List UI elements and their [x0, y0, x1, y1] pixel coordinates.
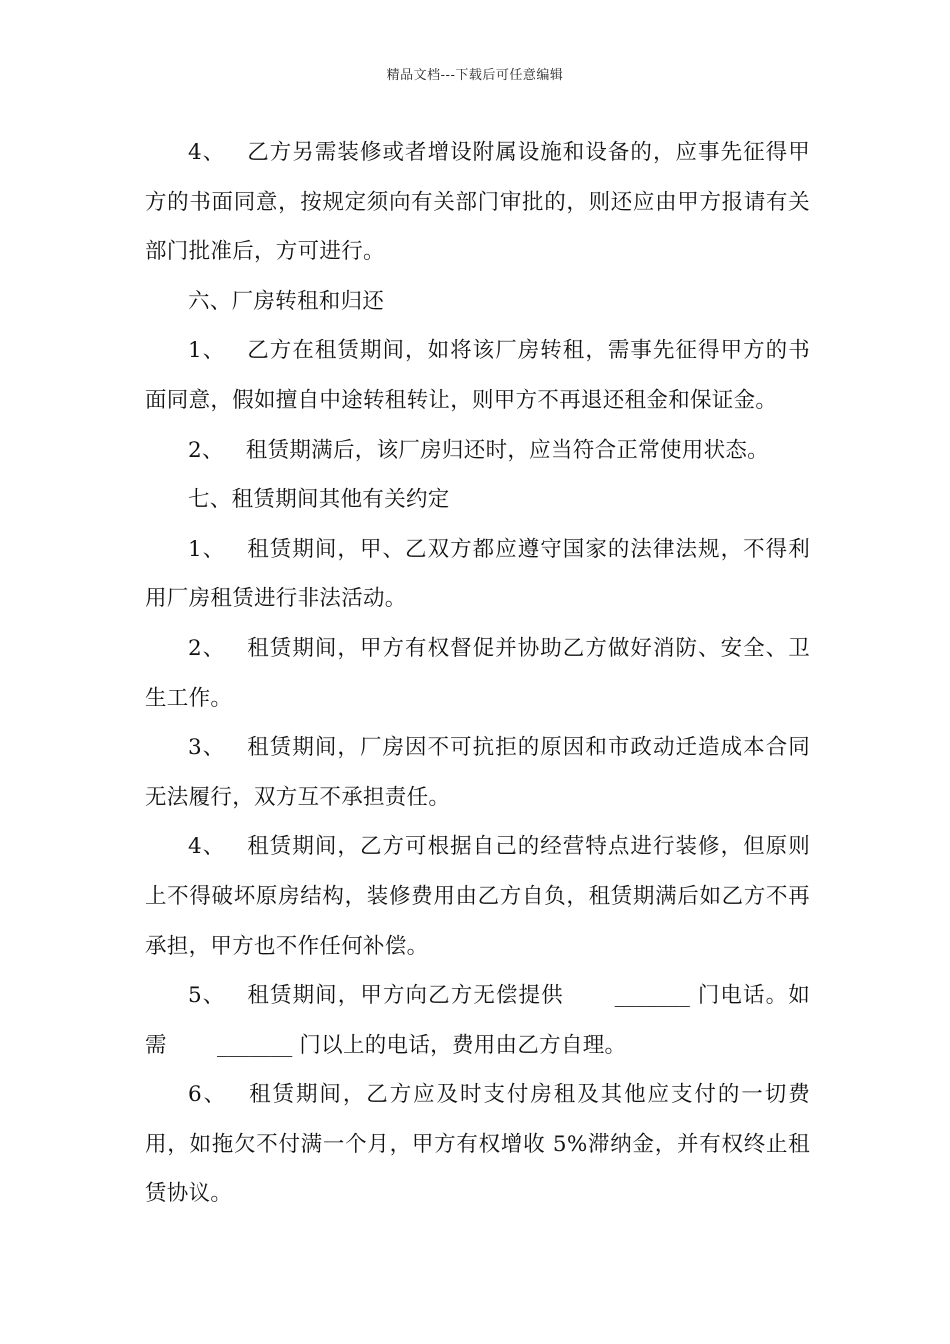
clause-number: 1、	[188, 338, 226, 364]
fill-in-blank: _______	[614, 983, 690, 1009]
clause-number: 2、	[188, 437, 224, 463]
clause-number: 4、	[188, 834, 226, 860]
clause-paragraph	[145, 1070, 810, 1219]
clause-number: 1、	[188, 536, 226, 562]
section-heading: 七、租赁期间其他有关约定	[188, 487, 450, 513]
clause-text: 乙方另需装修或者增设附属设施和设备的，应事先征得甲方的书面同意，按规定须向有关部门审批的，则还应由甲方报请有关部门批准后，方可进行。	[145, 140, 810, 265]
clause-text: 租赁期间，乙方可根据自己的经营特点进行装修，但原则上不得破坏原房结构，装修费用由乙方自负，租赁期满后如乙方不再承担，甲方也不作任何补偿。	[145, 834, 810, 959]
clause-paragraph	[145, 326, 810, 425]
clause-paragraph	[145, 128, 810, 277]
clause-text: 租赁期间，甲方向乙方无偿提供	[247, 983, 564, 1009]
clause-number: 4、	[188, 140, 226, 165]
clause-number: 6、	[188, 1082, 228, 1108]
fill-in-blank: _______	[216, 1032, 293, 1058]
clause-paragraph	[145, 971, 810, 1070]
clause-paragraph	[145, 723, 810, 822]
clause-text: 租赁期满后，该厂房归还时，应当符合正常使用状态。	[245, 437, 769, 463]
clause-paragraph	[145, 624, 810, 723]
clause-paragraph	[145, 822, 810, 971]
document-body	[145, 128, 810, 1219]
clause-text: 租赁期间，甲、乙双方都应遵守国家的法律法规，不得利用厂房租赁进行非法活动。	[145, 536, 810, 612]
clause-text: 租赁期间，厂房因不可抗拒的原因和市政动迁造成本合同无法履行，双方互不承担责任。	[145, 735, 810, 810]
clause-number: 5、	[188, 983, 226, 1009]
section-heading: 六、厂房转租和归还	[188, 288, 385, 314]
page-header: 精品文档---下载后可任意编辑	[386, 68, 564, 83]
clause-paragraph	[145, 426, 810, 476]
clause-text: 租赁期间，甲方有权督促并协助乙方做好消防、安全、卫生工作。	[145, 635, 810, 711]
clause-number: 3、	[188, 735, 226, 761]
clause-text: 门以上的电话，费用由乙方自理。	[299, 1032, 627, 1058]
clause-text: 租赁期间，乙方应及时支付房租及其他应支付的一切费用，如拖欠不付满一个月，甲方有权增收 5%滞纳金，并有权终止租赁协议。	[145, 1082, 810, 1207]
clause-text: 门电话。如需	[145, 983, 811, 1058]
clause-paragraph	[145, 525, 810, 624]
clause-number: 2、	[188, 635, 226, 661]
clause-text: 乙方在租赁期间，如将该厂房转租，需事先征得甲方的书面同意，假如擅自中途转租转让，则甲方不再退还租金和保证金。	[145, 338, 810, 413]
